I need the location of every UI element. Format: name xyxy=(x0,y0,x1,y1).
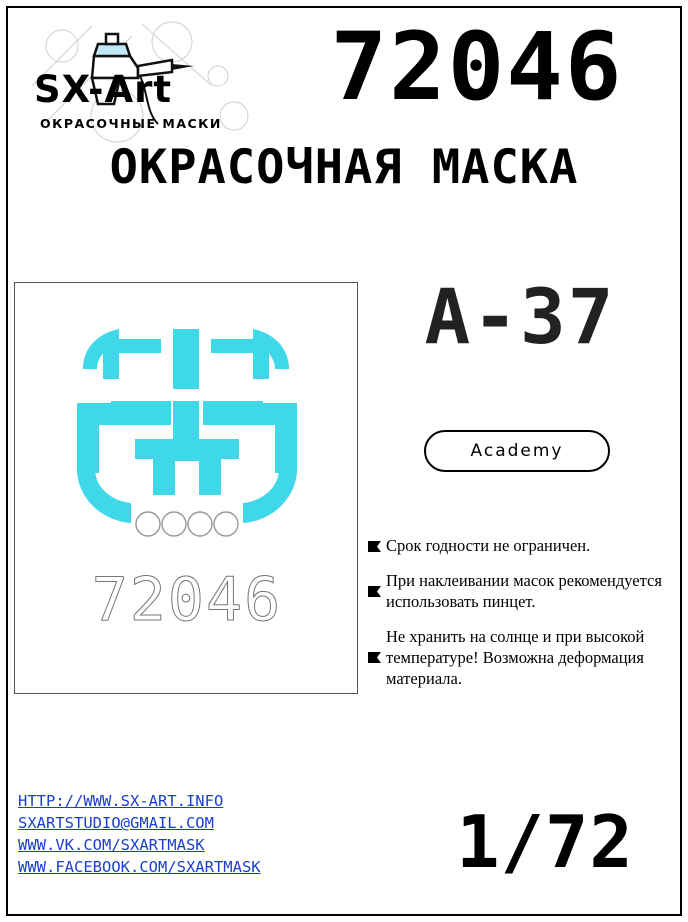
manufacturer-label: Academy xyxy=(470,441,564,461)
scale-label: 1/72 xyxy=(456,800,634,884)
note-text: При наклеивании масок рекомендуется использовать пинцет. xyxy=(386,571,662,611)
flag-bullet-icon xyxy=(368,652,381,663)
kit-number: 72046 xyxy=(330,13,624,122)
brand-name: SX-Art xyxy=(34,68,173,111)
brand-subtitle: ОКРАСОЧНЫЕ МАСКИ xyxy=(40,116,222,131)
link-facebook[interactable]: WWW.FACEBOOK.COM/SXARTMASK xyxy=(18,858,261,876)
notes-list xyxy=(368,535,674,703)
sheet-number: 72046 xyxy=(91,565,283,635)
link-website[interactable]: HTTP://WWW.SX-ART.INFO xyxy=(18,792,224,810)
note-text: Срок годности не ограничен. xyxy=(386,536,591,555)
mask-sheet xyxy=(14,282,358,694)
page-title: ОКРАСОЧНАЯ МАСКА xyxy=(109,140,579,195)
link-email[interactable]: SXARTSTUDIO@GMAIL.COM xyxy=(18,814,214,832)
flag-bullet-icon xyxy=(368,541,381,552)
manufacturer-badge xyxy=(424,430,610,472)
flag-bullet-icon xyxy=(368,586,381,597)
contact-links xyxy=(18,790,378,878)
note-text: Не хранить на солнце и при высокой температуре! Возможна деформация материала. xyxy=(386,627,645,688)
note-item xyxy=(368,535,674,556)
note-item xyxy=(368,626,674,689)
aircraft-designation: A-37 xyxy=(424,272,616,361)
note-item xyxy=(368,570,674,612)
brand-logo xyxy=(22,16,272,144)
link-vk[interactable]: WWW.VK.COM/SXARTMASK xyxy=(18,836,205,854)
